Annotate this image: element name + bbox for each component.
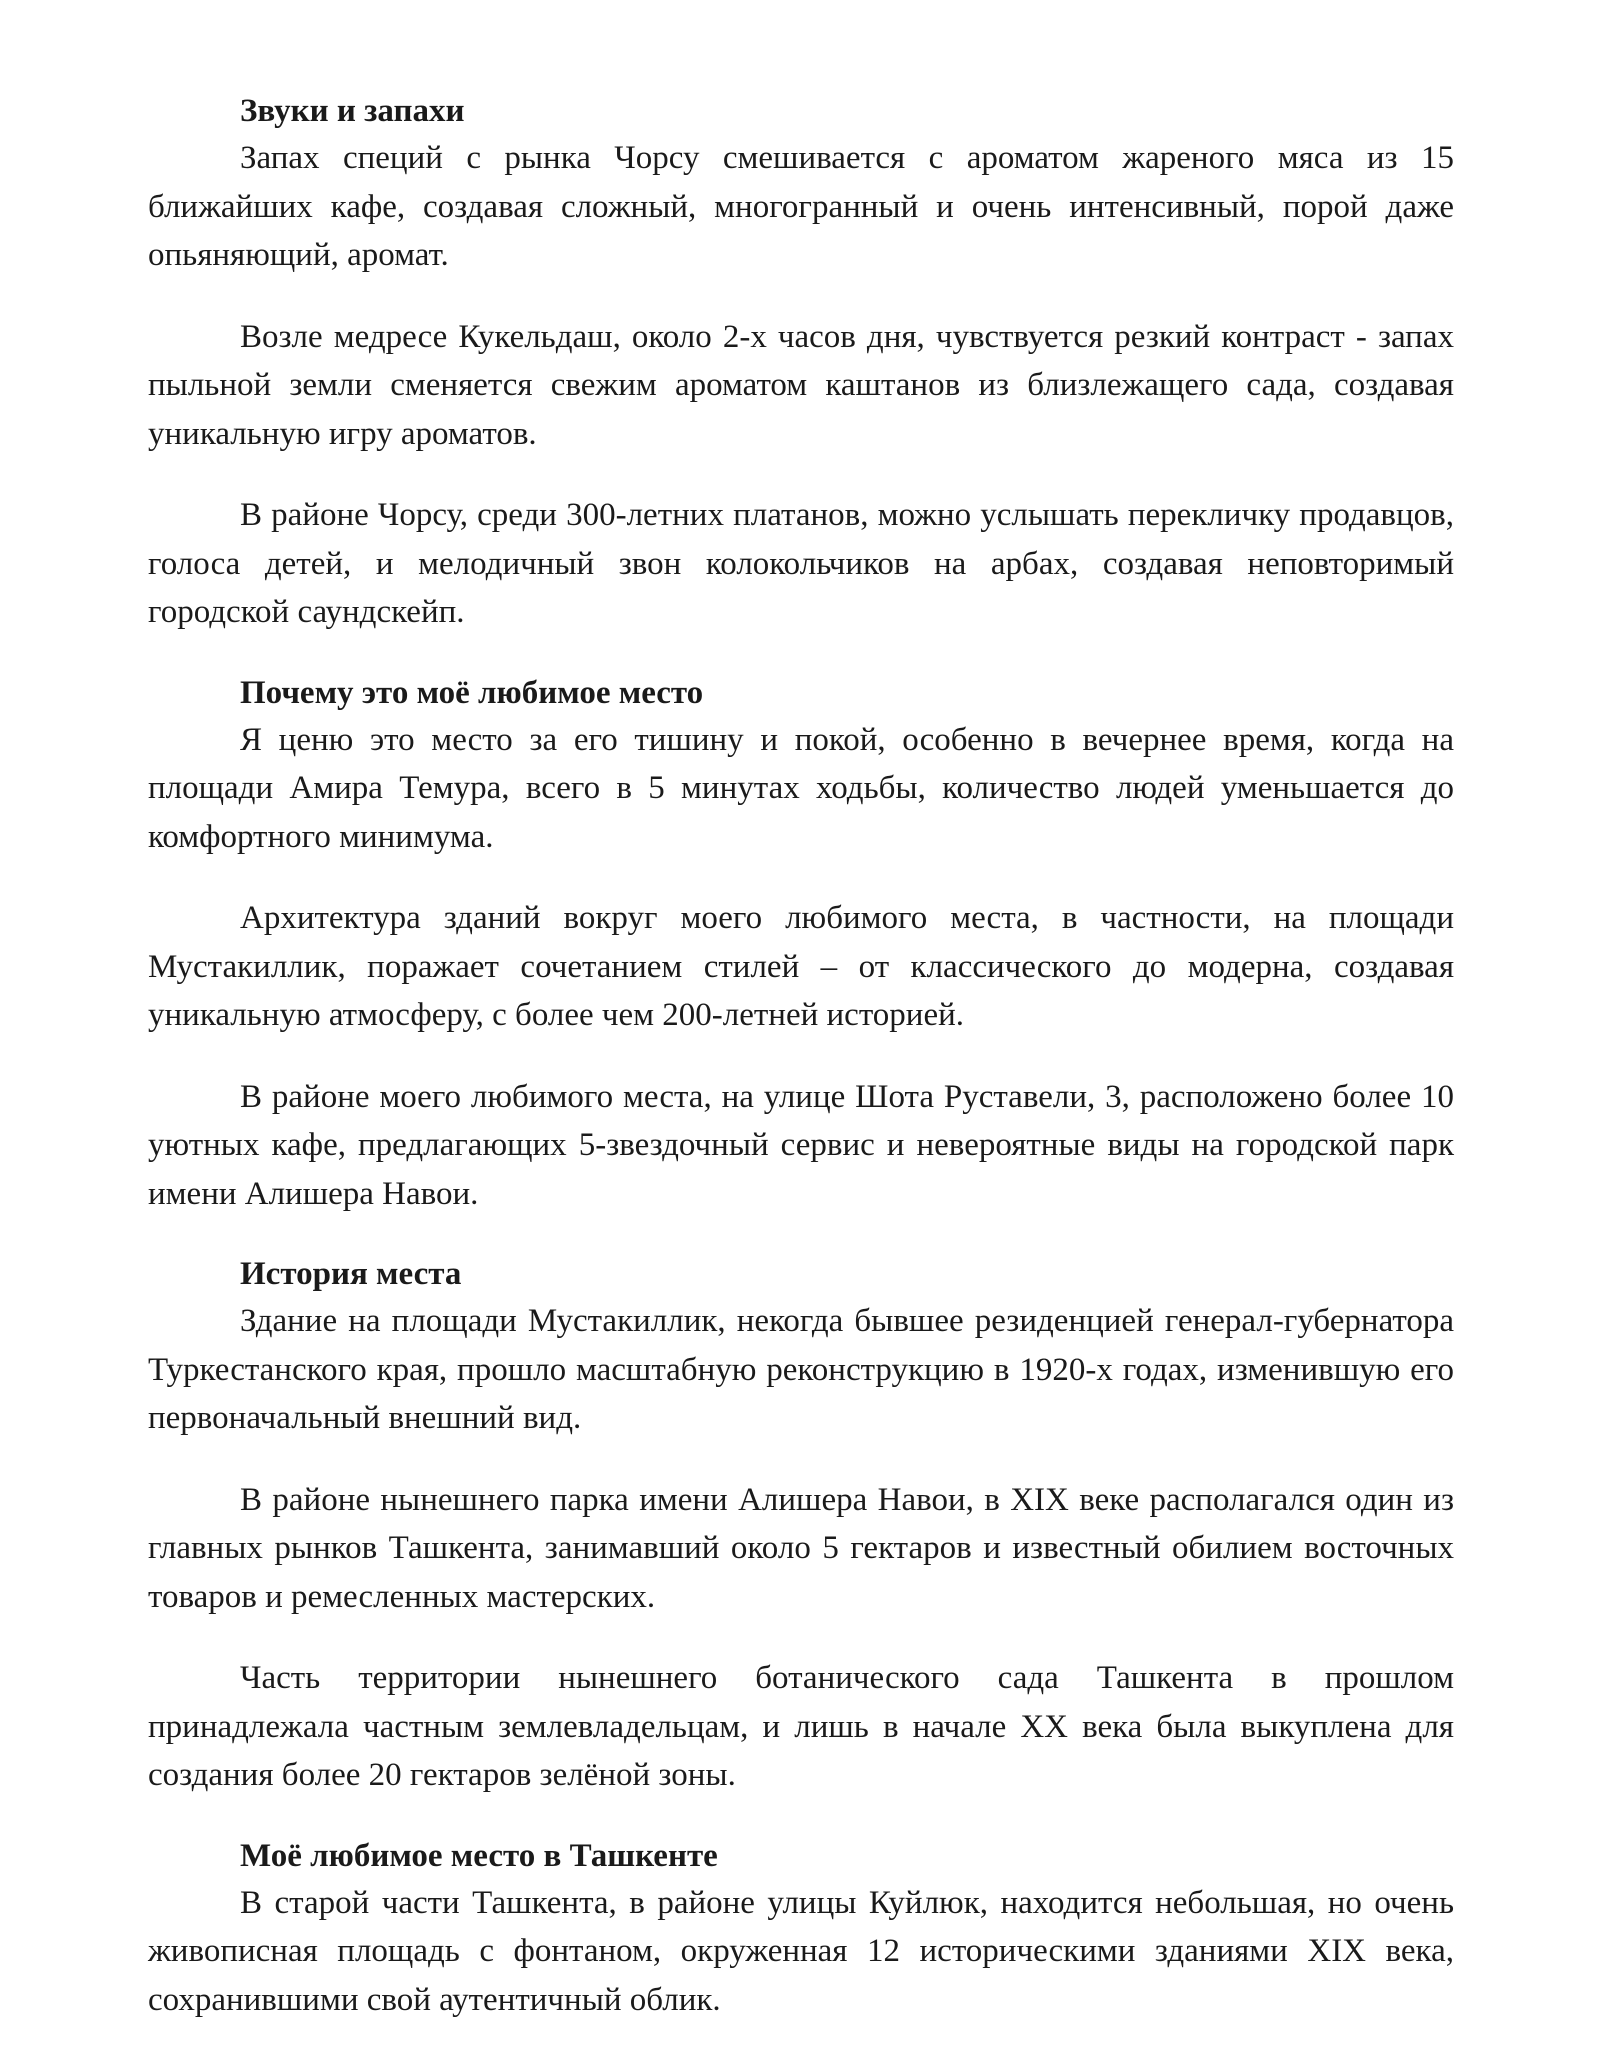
paragraph: В районе моего любимого места, на улице Шота Руставели, 3, расположено более 10 уютных кафе, предлагающих 5-звездочный сервис и невероятные виды на городской парк имени Алишера Навои.: [148, 1078, 1454, 1212]
section-heading: Моё любимое место в Ташкенте: [240, 1837, 718, 1874]
paragraph: Возле медресе Кукельдаш, около 2-х часов дня, чувствуется резкий контраст - запах пыльной земли сменяется свежим ароматом каштанов из близлежащего сада, создавая уникальную игру ароматов.: [148, 318, 1454, 452]
section-heading: История места: [240, 1256, 462, 1292]
paragraph: В районе нынешнего парка имени Алишера Навои, в XIX веке располагался один из главных рынков Ташкента, занимавший около 5 гектаров и известный обилием восточных товаров и ремесленных мастерских.: [148, 1481, 1454, 1615]
paragraph: В районе Чорсу, среди 300-летних платанов, можно услышать перекличку продавцов, голоса детей, и мелодичный звон колокольчиков на арбах, создавая неповторимый городской саундскейп.: [148, 497, 1454, 630]
paragraph: Я ценю это место за его тишину и покой, особенно в вечернее время, когда на площади Амира Темура, всего в 5 минутах ходьбы, количество людей уменьшается до комфортного минимума.: [148, 721, 1454, 855]
section-heading: Звуки и запахи: [240, 93, 465, 129]
paragraph: Архитектура зданий вокруг моего любимого места, в частности, на площади Мустакиллик, поражает сочетанием стилей – от классического до модерна, создавая уникальную атмосферу, с более чем 200-летней историей.: [148, 900, 1454, 1033]
paragraph: Запах специй с рынка Чорсу смешивается с ароматом жареного мяса из 15 ближайших кафе, создавая сложный, многогранный и очень интенсивный, порой даже опьяняющий, аромат.: [148, 140, 1454, 273]
paragraph: В старой части Ташкента, в районе улицы Куйлюк, находится небольшая, но очень живописная площадь с фонтаном, окруженная 12 историческими зданиями XIX века, сохранившими свой аутентичный облик.: [148, 1884, 1454, 2018]
document-page: [148, 88, 1454, 2024]
paragraph: Здание на площади Мустакиллик, некогда бывшее резиденцией генерал-губернатора Туркестанского края, прошло масштабную реконструкцию в 1920-х годах, изменившую его первоначальный внешний вид.: [148, 1303, 1454, 1436]
paragraph: Часть территории нынешнего ботанического сада Ташкента в прошлом принадлежала частным землевладельцам, и лишь в начале XX века была выкуплена для создания более 20 гектаров зелёной зоны.: [148, 1660, 1454, 1793]
section-heading: Почему это моё любимое место: [240, 674, 704, 711]
